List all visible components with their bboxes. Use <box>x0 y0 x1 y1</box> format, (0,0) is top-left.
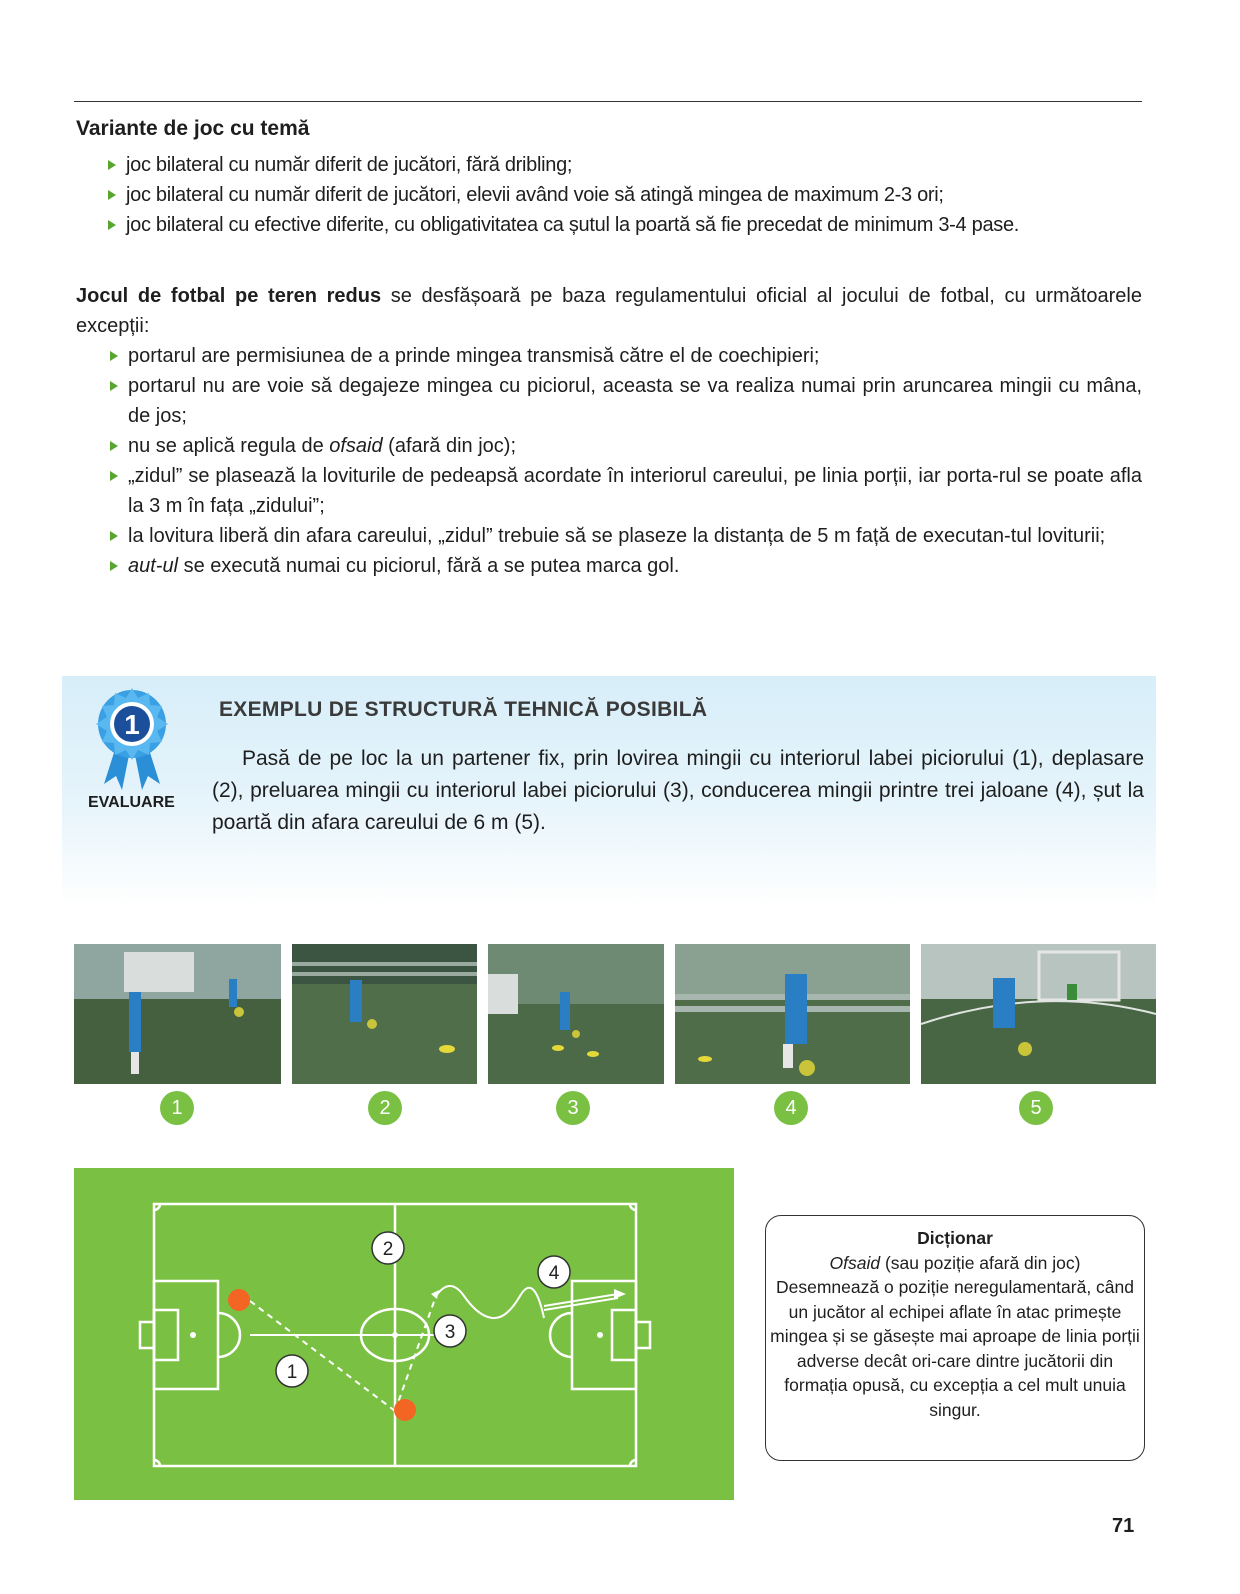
list-item: portarul nu are voie să degajeze mingea cu piciorul, aceasta se va realiza numai prin aruncarea mingii cu mâna, de jos; <box>106 371 1142 431</box>
photo-number: 1 <box>160 1091 194 1125</box>
list-item: nu se aplică regula de ofsaid (afară din joc); <box>106 431 1142 461</box>
list-item: portarul are permisiunea de a prinde mingea transmisă către el de coechipieri; <box>106 341 1142 371</box>
dictionary-term: Ofsaid <box>829 1252 881 1273</box>
variants-heading: Variante de joc cu temă <box>76 117 310 140</box>
page-number: 71 <box>1112 1515 1135 1537</box>
top-rule <box>74 101 1142 102</box>
bullet-triangle-icon <box>110 441 118 451</box>
photo-receive <box>488 944 664 1084</box>
player-marker <box>394 1399 416 1421</box>
dictionary-definition: Desemnează o poziție neregulamentară, când un jucător al echipei aflate în atac primește mingea și se găsește mai aproape de linia porții adverse decât ori-care dintre jucătorii din formația opusă, cu excepția a cel mult unuia singur. <box>770 1277 1140 1420</box>
evaluation-text: Pasă de pe loc la un partener fix, prin lovirea mingii cu interiorul labei piciorului (1), deplasare (2), preluarea mingii cu interiorul labei piciorului (3), conducerea mingii printre trei jaloane (4), șut la poartă din afara careului de 6 m (5). <box>212 747 1144 834</box>
diagram-label-4 <box>538 1256 570 1288</box>
football-field-diagram <box>74 1168 734 1500</box>
left-penalty-spot <box>190 1332 196 1338</box>
photo-move <box>292 944 477 1084</box>
dictionary-box <box>765 1215 1145 1461</box>
list-item: joc bilateral cu efective diferite, cu obligativitatea ca șutul la poartă să fie precedat de minimum 3-4 pase. <box>104 210 1144 240</box>
photo-number: 5 <box>1019 1091 1053 1125</box>
bullet-triangle-icon <box>110 561 118 571</box>
svg-text:2: 2 <box>382 1239 394 1260</box>
list-item: joc bilateral cu număr diferit de jucători, fără dribling; <box>104 150 1144 180</box>
list-item: „zidul” se plasează la loviturile de pedeapsă acordate în interiorul careului, pe linia porții, iar porta-rul se poate afla la 3 m în fața „zidului”; <box>106 461 1142 521</box>
photo-number: 3 <box>556 1091 590 1125</box>
photo-number: 2 <box>368 1091 402 1125</box>
player-marker <box>228 1289 250 1311</box>
bullet-triangle-icon <box>108 220 116 230</box>
bullet-triangle-icon <box>110 531 118 541</box>
bullet-triangle-icon <box>110 471 118 481</box>
evaluation-title: EXEMPLU DE STRUCTURĂ TEHNICĂ POSIBILĂ <box>219 698 708 721</box>
evaluation-label: EVALUARE <box>88 794 175 811</box>
bullet-triangle-icon <box>108 190 116 200</box>
svg-text:4: 4 <box>548 1263 560 1284</box>
variants-list <box>104 150 1144 240</box>
photo-shot <box>921 944 1156 1084</box>
bullet-triangle-icon <box>110 381 118 391</box>
diagram-label-2 <box>372 1232 404 1264</box>
list-item: aut-ul se execută numai cu piciorul, fără a se putea marca gol. <box>106 551 1142 581</box>
bullet-triangle-icon <box>108 160 116 170</box>
reduced-field-intro: Jocul de fotbal pe teren redus se desfășoară pe baza regulamentului oficial al jocului de fotbal, cu următoarele excepții: <box>76 285 1142 337</box>
award-ribbon-icon <box>92 684 172 794</box>
list-item: la lovitura liberă din afara careului, „zidul” trebuie să se plaseze la distanța de 5 m față de executan-tul loviturii; <box>106 521 1142 551</box>
svg-text:1: 1 <box>286 1362 298 1383</box>
list-item: joc bilateral cu număr diferit de jucători, elevii având voie să atingă mingea de maximum 2-3 ori; <box>104 180 1144 210</box>
reduced-field-title: Jocul de fotbal pe teren redus <box>76 285 382 307</box>
photo-number: 4 <box>774 1091 808 1125</box>
dictionary-term-line: Ofsaid (sau poziție afară din joc) <box>829 1252 1081 1273</box>
diagram-label-3 <box>434 1315 466 1347</box>
right-penalty-spot <box>597 1332 603 1338</box>
diagram-label-1 <box>276 1355 308 1387</box>
photo-pass <box>74 944 281 1084</box>
exceptions-list <box>106 341 1142 581</box>
bullet-triangle-icon <box>110 351 118 361</box>
photo-dribble <box>675 944 910 1084</box>
badge-number: 1 <box>124 709 140 740</box>
dictionary-title: Dicționar <box>917 1228 993 1248</box>
svg-text:3: 3 <box>444 1322 456 1343</box>
